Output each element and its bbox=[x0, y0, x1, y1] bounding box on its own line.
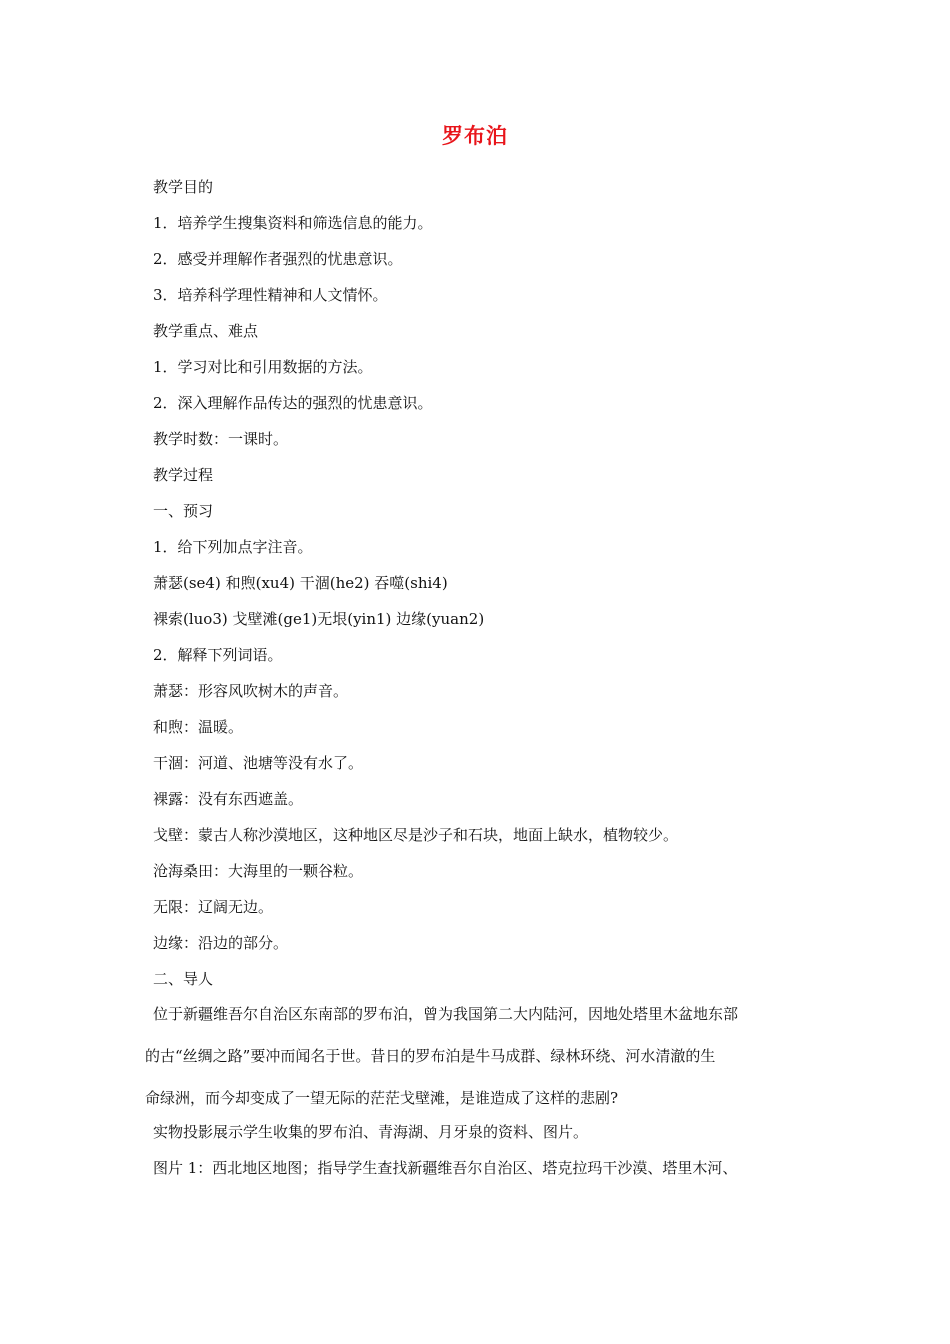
subsection-preview: 一、预习 bbox=[153, 502, 214, 520]
vocabulary-definition: 戈壁：蒙古人称沙漠地区，这种地区尽是沙子和石块，地面上缺水，植物较少。 bbox=[153, 826, 679, 844]
vocabulary-definition: 萧瑟：形容风吹树木的声音。 bbox=[153, 682, 349, 700]
vocabulary-definition: 和煦：温暖。 bbox=[153, 718, 244, 736]
exercise-heading: 1．给下列加点字注音。 bbox=[153, 538, 313, 556]
paragraph-line: 命绿洲，而今却变成了一望无际的茫茫戈壁滩，是谁造成了这样的悲剧? bbox=[145, 1089, 619, 1107]
key-point-item: 2．深入理解作品传达的强烈的忧患意识。 bbox=[153, 394, 433, 412]
paragraph-line: 的古“丝绸之路”要冲而闻名于世。昔日的罗布泊是牛马成群、绿林环绕、河水清澈的生 bbox=[145, 1047, 716, 1065]
activity-line: 图片 1：西北地区地图；指导学生查找新疆维吾尔自治区、塔克拉玛干沙漠、塔里木河、 bbox=[153, 1159, 738, 1177]
document-title: 罗布泊 bbox=[442, 124, 508, 148]
exercise-heading: 2．解释下列词语。 bbox=[153, 646, 283, 664]
paragraph-line: 位于新疆维吾尔自治区东南部的罗布泊，曾为我国第二大内陆河，因地处塔里木盆地东部 bbox=[153, 1005, 739, 1023]
pinyin-line: 裸索(luo3) 戈壁滩(ge1)无垠(yin1) 边缘(yuan2) bbox=[153, 610, 485, 628]
vocabulary-definition: 边缘：沿边的部分。 bbox=[153, 934, 289, 952]
vocabulary-definition: 干涸：河道、池塘等没有水了。 bbox=[153, 754, 364, 772]
objective-item: 2．感受并理解作者强烈的忧患意识。 bbox=[153, 250, 403, 268]
intro-paragraph bbox=[145, 1004, 810, 1108]
class-hours: 教学时数：一课时。 bbox=[153, 430, 289, 448]
key-point-item: 1．学习对比和引用数据的方法。 bbox=[153, 358, 373, 376]
section-heading-objectives: 教学目的 bbox=[153, 178, 214, 196]
activity-line: 实物投影展示学生收集的罗布泊、青海湖、月牙泉的资料、图片。 bbox=[153, 1123, 589, 1141]
vocabulary-definition: 裸露：没有东西遮盖。 bbox=[153, 790, 304, 808]
vocabulary-definition: 沧海桑田：大海里的一颗谷粒。 bbox=[153, 862, 364, 880]
subsection-introduction: 二、导人 bbox=[153, 970, 214, 988]
objective-item: 3．培养科学理性精神和人文情怀。 bbox=[153, 286, 388, 304]
section-heading-process: 教学过程 bbox=[153, 466, 214, 484]
vocabulary-definition: 无限：辽阔无边。 bbox=[153, 898, 274, 916]
section-heading-key-points: 教学重点、难点 bbox=[153, 322, 259, 340]
objective-item: 1．培养学生搜集资料和筛选信息的能力。 bbox=[153, 214, 433, 232]
pinyin-line: 萧瑟(se4) 和煦(xu4) 干涸(he2) 吞噬(shi4) bbox=[153, 574, 448, 592]
